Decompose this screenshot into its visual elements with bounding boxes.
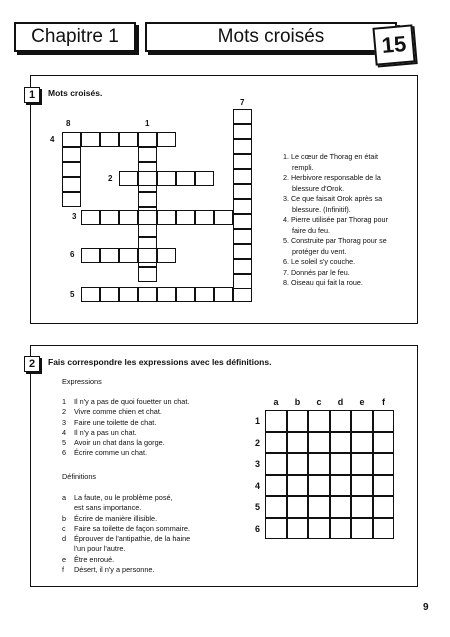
match-cell[interactable] (373, 410, 395, 432)
match-cell[interactable] (351, 496, 373, 518)
grid-column-header: f (382, 397, 385, 407)
match-cell[interactable] (330, 475, 352, 497)
match-cell[interactable] (308, 410, 330, 432)
match-cell[interactable] (351, 475, 373, 497)
match-cell[interactable] (330, 432, 352, 454)
grid-row-header: 4 (255, 480, 261, 491)
section-1-title: Mots croisés. (48, 88, 103, 98)
clue-line: 4. Pierre utilisée par Thorag pour (283, 215, 388, 224)
clue-line: 6. Le soleil s'y couche. (283, 257, 356, 266)
match-cell[interactable] (373, 453, 395, 475)
item-text: Il n'y a pas de quoi fouetter un chat. (74, 397, 190, 406)
match-cell[interactable] (373, 432, 395, 454)
section-2-number: 2 (24, 356, 40, 372)
item-key: 1 (62, 397, 67, 406)
item-key: a (62, 493, 67, 502)
item-key: 4 (62, 427, 67, 437)
item-key: d (62, 534, 67, 544)
item-text: Il n'y a pas un chat. (74, 427, 137, 437)
expressions-heading: Expressions (62, 377, 102, 386)
item-text: Faire sa toilette de façon sommaire. (74, 523, 190, 533)
match-cell[interactable] (330, 518, 352, 540)
clue-line: blessure. (Infinitif). (292, 204, 351, 214)
clue-line: 2. Herbivore responsable de la (283, 173, 381, 182)
match-cell[interactable] (351, 410, 373, 432)
item-text: Vivre comme chien et chat. (74, 407, 162, 417)
match-cell[interactable] (308, 496, 330, 518)
item-key: f (62, 565, 65, 575)
match-cell[interactable] (308, 475, 330, 497)
match-cell[interactable] (265, 410, 287, 432)
grid-row-header: 3 (255, 459, 261, 469)
match-cell[interactable] (287, 432, 309, 454)
item-key: 3 (62, 417, 67, 427)
clue-line: 1. Le cœur de Thorag en était (283, 152, 378, 161)
crossword-number: 4 (50, 135, 55, 144)
item-text: l'un pour l'autre. (74, 544, 126, 554)
item-key: 2 (62, 407, 67, 417)
grid-column-header: c (316, 397, 322, 407)
item-text: Écrire de manière illisible. (74, 513, 158, 523)
chapter-label: Chapitre 1 (14, 22, 136, 52)
crossword-number: 5 (70, 290, 75, 299)
clue-line: 3. Ce que faisait Orok après sa (283, 194, 383, 203)
crossword-number: 2 (108, 174, 113, 183)
item-text: Désert, il n'y a personne. (74, 565, 155, 575)
match-cell[interactable] (351, 518, 373, 540)
clue-line: faire du feu. (292, 225, 330, 235)
match-cell[interactable] (265, 496, 287, 518)
grid-column-header: d (337, 397, 344, 407)
footer-page-number: 9 (423, 602, 429, 613)
item-text: Éprouver de l'antipathie, de la haine (74, 534, 191, 544)
clue-line: blessure d'Orok. (292, 183, 345, 193)
grid-row-header: 6 (255, 523, 261, 534)
item-text: est sans importance. (74, 503, 142, 513)
crossword-number: 1 (145, 119, 150, 128)
item-text: Faire une toilette de chat. (74, 417, 157, 427)
grid-column-header: a (273, 397, 279, 407)
item-text: Être enroué. (74, 554, 115, 564)
match-cell[interactable] (265, 518, 287, 540)
match-cell[interactable] (330, 410, 352, 432)
match-cell[interactable] (330, 496, 352, 518)
match-cell[interactable] (330, 453, 352, 475)
match-cell[interactable] (265, 453, 287, 475)
clue-line: protéger du vent. (292, 246, 347, 256)
clue-line: 8. Oiseau qui fait la roue. (283, 278, 363, 287)
item-text: Écrire comme un chat. (74, 448, 147, 458)
match-cell[interactable] (351, 453, 373, 475)
match-cell[interactable] (265, 475, 287, 497)
match-cell[interactable] (373, 496, 395, 518)
match-cell[interactable] (308, 518, 330, 540)
match-cell[interactable] (287, 518, 309, 540)
item-key: e (62, 554, 67, 564)
grid-row-header: 2 (255, 437, 261, 448)
crossword-number: 6 (70, 250, 75, 259)
item-key: c (62, 523, 66, 533)
page-badge: 15 (372, 24, 415, 65)
crossword-number: 7 (240, 98, 245, 107)
match-cell[interactable] (308, 453, 330, 475)
match-cell[interactable] (287, 496, 309, 518)
match-cell[interactable] (287, 475, 309, 497)
match-cell[interactable] (373, 518, 395, 540)
item-key: 5 (62, 438, 67, 448)
match-cell[interactable] (373, 475, 395, 497)
section-2-title: Fais correspondre les expressions avec les définitions. (48, 357, 272, 367)
match-cell[interactable] (351, 432, 373, 454)
clue-line: 7. Donnés par le feu. (283, 267, 350, 277)
grid-column-header: b (294, 397, 301, 407)
match-cell[interactable] (287, 453, 309, 475)
item-key: b (62, 513, 67, 523)
item-text: Avoir un chat dans la gorge. (74, 438, 165, 448)
match-cell[interactable] (308, 432, 330, 454)
match-cell[interactable] (265, 432, 287, 454)
page-title: Mots croisés (145, 22, 397, 52)
grid-column-header: e (359, 397, 365, 407)
clue-line: rempli. (292, 162, 314, 172)
clue-line: 5. Construite par Thorag pour se (283, 236, 387, 245)
grid-row-header: 1 (255, 416, 261, 426)
section-1-number: 1 (24, 87, 40, 103)
item-text: La faute, ou le problème posé, (74, 493, 173, 502)
definitions-heading: Définitions (62, 472, 97, 481)
crossword-number: 3 (72, 212, 77, 221)
item-key: 6 (62, 448, 67, 458)
crossword-number: 8 (66, 119, 71, 128)
grid-row-header: 5 (255, 502, 261, 512)
match-cell[interactable] (287, 410, 309, 432)
